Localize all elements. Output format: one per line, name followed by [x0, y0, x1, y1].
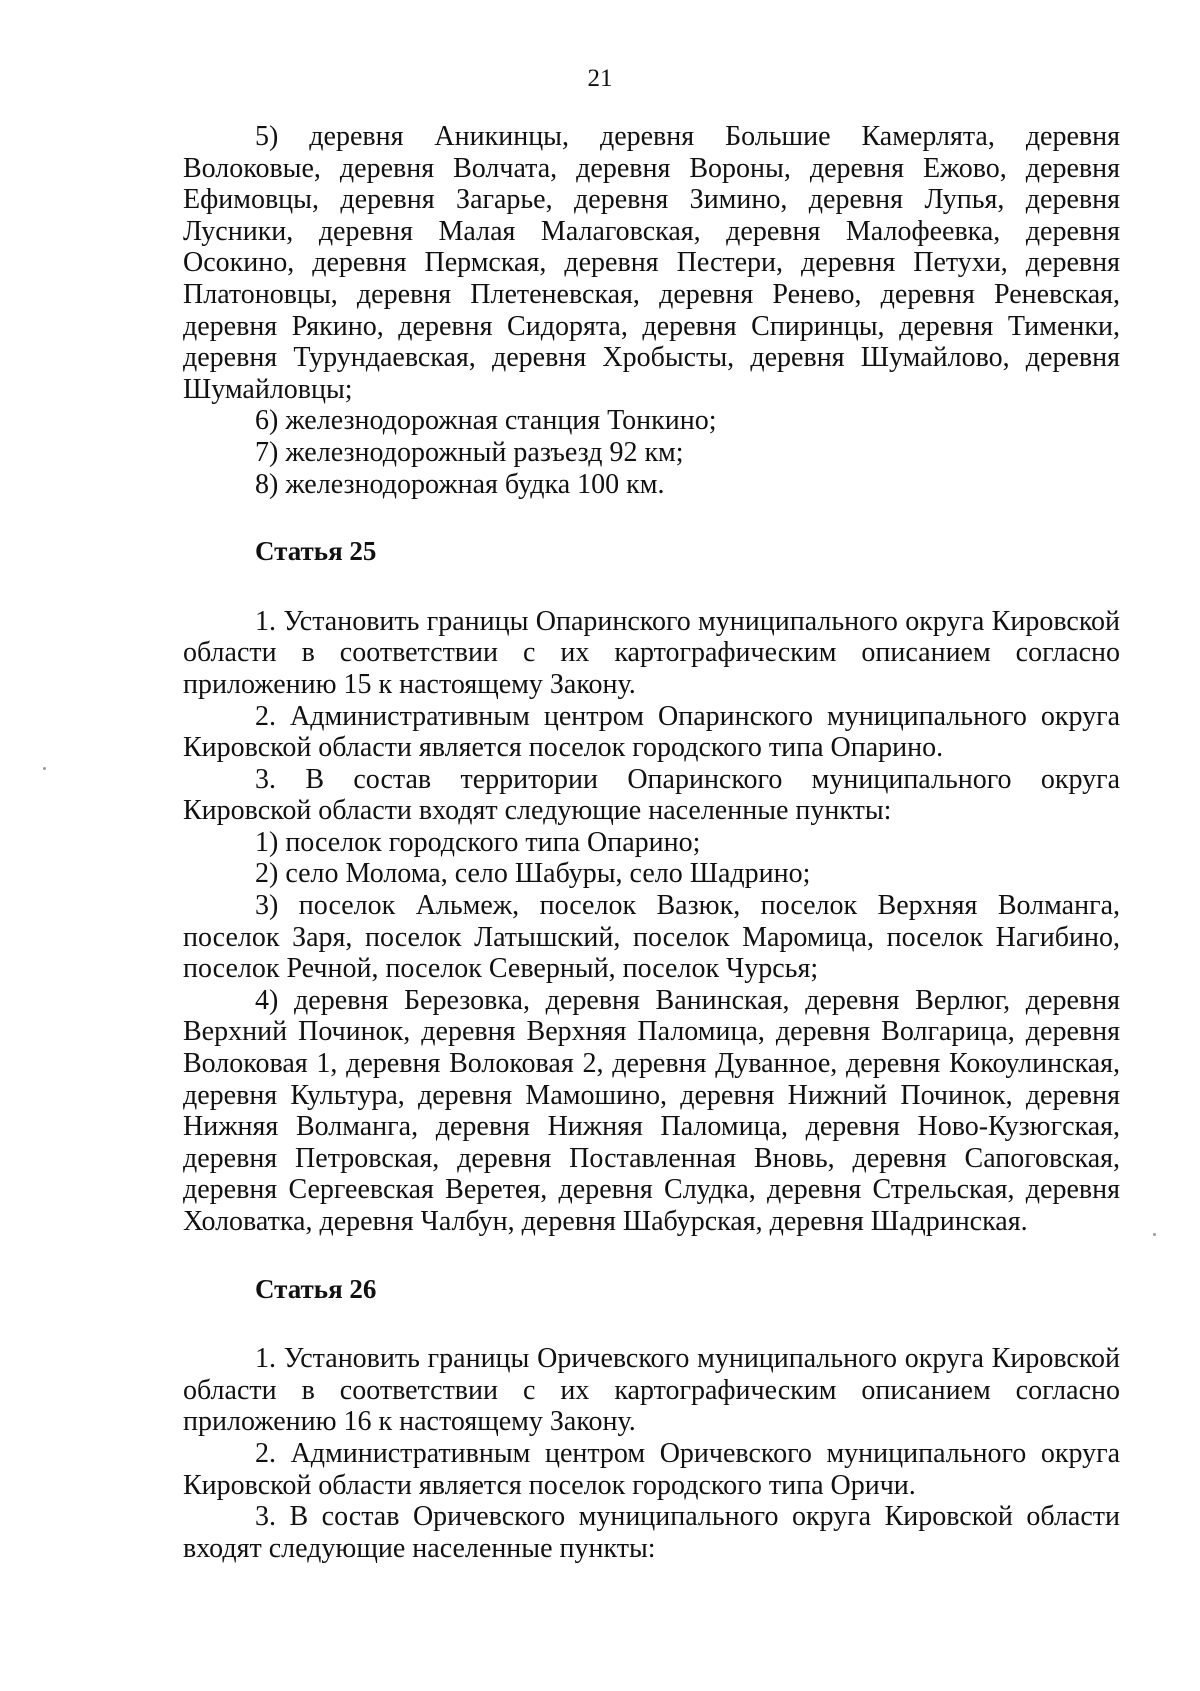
article-25-heading: Статья 25 — [255, 536, 377, 567]
article-25-clause-1: 1. Установить границы Опаринского муниципального округа Кировской области в соответствии с их картографическим описанием согласно приложению 15 к настоящему Закону. — [183, 605, 1120, 700]
article-25-list-item-1: 1) поселок городского типа Опарино; — [255, 826, 701, 858]
page-number: 21 — [587, 65, 613, 92]
article-25-list-item-2: 2) село Молома, село Шабуры, село Шадрино; — [255, 858, 811, 890]
paragraph-item-7: 7) железнодорожный разъезд 92 км; — [255, 436, 684, 468]
article-26-clause-1: 1. Установить границы Оричевского муниципального округа Кировской области в соответствии с их картографическим описанием согласно приложению 16 к настоящему Закону. — [183, 1343, 1120, 1438]
paragraph-item-8: 8) железнодорожная будка 100 км. — [255, 468, 665, 500]
article-26-clause-3: 3. В состав Оричевского муниципального округа Кировской области входят следующие населенные пункты: — [183, 1501, 1120, 1564]
article-25-clause-3: 3. В состав территории Опаринского муниципального округа Кировской области входят следующие населенные пункты: — [183, 763, 1120, 827]
article-26-clause-2: 2. Административным центром Оричевского муниципального округа Кировской области является поселок городского типа Оричи. — [183, 1437, 1120, 1501]
article-25-list-item-4: 4) деревня Березовка, деревня Ванинская, деревня Верлюг, деревня Верхний Починок, деревня Верхняя Паломица, деревня Волгарица, деревня Волоковая 1, деревня Волоковая 2, деревня Дуванное, деревня Кокоулинская, деревня Культура, деревня Мамошино, деревня Нижний Починок, деревня Нижняя Волманга, деревня Нижняя Паломица, деревня Ново-Кузюгская, деревня Петровская, деревня Поставленная Вновь, деревня Сапоговская, деревня Сергеевская Веретея, деревня Слудка, деревня Стрельская, деревня Холоватка, деревня Чалбун, деревня Шабурская, деревня Шадринская. — [183, 984, 1120, 1237]
article-25-list-item-3: 3) поселок Альмеж, поселок Вазюк, поселок Верхняя Волманга, поселок Заря, поселок Латышский, поселок Маромица, поселок Нагибино, поселок Речной, поселок Северный, поселок Чурсья; — [183, 890, 1120, 985]
document-body — [183, 121, 1120, 1564]
article-25-clause-2: 2. Административным центром Опаринского муниципального округа Кировской области является поселок городского типа Опарино. — [183, 700, 1120, 764]
article-26-heading: Статья 26 — [255, 1273, 377, 1304]
scan-speck — [43, 767, 46, 770]
scan-speck — [1153, 1233, 1156, 1236]
paragraph-item-6: 6) железнодорожная станция Тонкино; — [255, 405, 717, 437]
paragraph-item-5: 5) деревня Аникинцы, деревня Большие Камерлята, деревня Волоковые, деревня Волчата, деревня Вороны, деревня Ежово, деревня Ефимовцы, деревня Загарье, деревня Зимино, деревня Лупья, деревня Лусники, деревня Малая Малаговская, деревня Малофеевка, деревня Осокино, деревня Пермская, деревня Пестери, деревня Петухи, деревня Платоновцы, деревня Плетеневская, деревня Ренево, деревня Реневская, деревня Рякино, деревня Сидорята, деревня Спиринцы, деревня Тименки, деревня Турундаевская, деревня Хробысты, деревня Шумайлово, деревня Шумайловцы; — [183, 121, 1120, 405]
